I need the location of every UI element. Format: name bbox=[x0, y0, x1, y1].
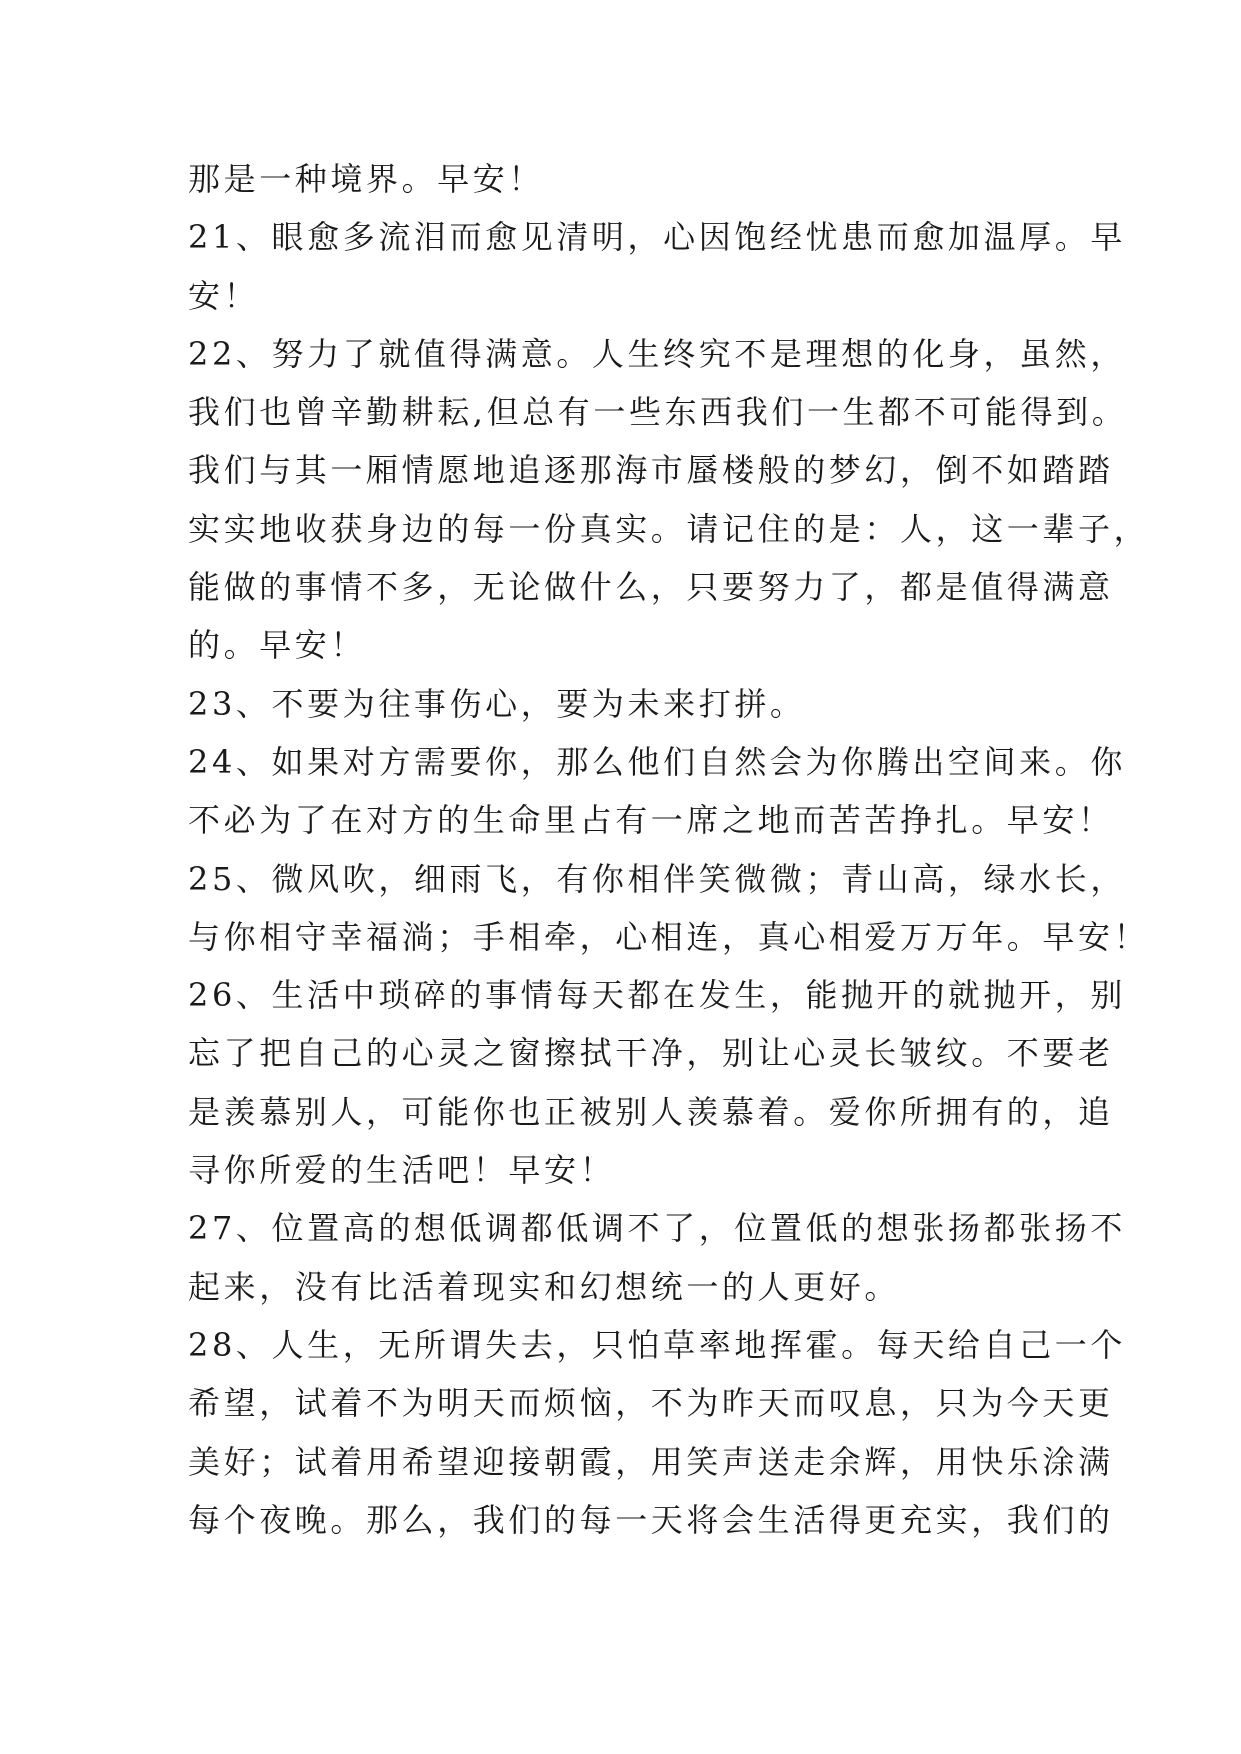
text-line: 那是一种境界。早安！ bbox=[188, 160, 545, 198]
text-line: 28、人生，无所谓失去，只怕草率地挥霍。每天给自己一个 bbox=[188, 1325, 1126, 1364]
text-line: 23、不要为往事伤心，要为未来打拼。 bbox=[188, 684, 806, 723]
text-line: 不必为了在对方的生命里占有一席之地而苦苦挣扎。早安！ bbox=[188, 801, 1114, 840]
text-line: 寻你所爱的生活吧！早安！ bbox=[188, 1151, 616, 1190]
text-line: 的。早安！ bbox=[188, 626, 367, 665]
text-line: 希望，试着不为明天而烦恼，不为昨天而叹息，只为今天更 bbox=[188, 1384, 1114, 1423]
text-line: 起来，没有比活着现实和幻想统一的人更好。 bbox=[188, 1267, 901, 1306]
text-line: 我们与其一厢情愿地追逐那海市蜃楼般的梦幻，倒不如踏踏 bbox=[188, 451, 1114, 490]
text-line: 安！ bbox=[188, 276, 260, 315]
text-line: 27、位置高的想低调都低调不了，位置低的想张扬都张扬不 bbox=[188, 1209, 1126, 1248]
text-line: 26、生活中琐碎的事情每天都在发生，能抛开的就抛开，别 bbox=[188, 976, 1126, 1015]
text-line: 22、努力了就值得满意。人生终究不是理想的化身，虽然， bbox=[188, 334, 1126, 373]
text-line: 21、眼愈多流泪而愈见清明，心因饱经忧患而愈加温厚。早 bbox=[188, 218, 1126, 257]
text-line: 与你相守幸福淌；手相牵，心相连，真心相爱万万年。早安！ bbox=[188, 917, 1150, 956]
text-line: 能做的事情不多，无论做什么，只要努力了，都是值得满意 bbox=[188, 568, 1114, 607]
text-line: 是羡慕别人，可能你也正被别人羡慕着。爱你所拥有的，追 bbox=[188, 1092, 1114, 1131]
text-line: 24、如果对方需要你，那么他们自然会为你腾出空间来。你 bbox=[188, 742, 1126, 781]
text-line: 忘了把自己的心灵之窗擦拭干净，别让心灵长皱纹。不要老 bbox=[188, 1034, 1114, 1073]
text-line: 实实地收获身边的每一份真实。请记住的是：人，这一辈子， bbox=[188, 509, 1150, 548]
text-line: 每个夜晚。那么，我们的每一天将会生活得更充实，我们的 bbox=[188, 1500, 1114, 1539]
text-line: 25、微风吹，细雨飞，有你相伴笑微微；青山高，绿水长， bbox=[188, 859, 1126, 898]
text-line: 我们也曾辛勤耕耘,但总有一些东西我们一生都不可能得到。 bbox=[188, 393, 1128, 432]
document-body bbox=[188, 150, 1150, 1549]
text-line: 美好；试着用希望迎接朝霞，用笑声送走余辉，用快乐涂满 bbox=[188, 1442, 1114, 1481]
